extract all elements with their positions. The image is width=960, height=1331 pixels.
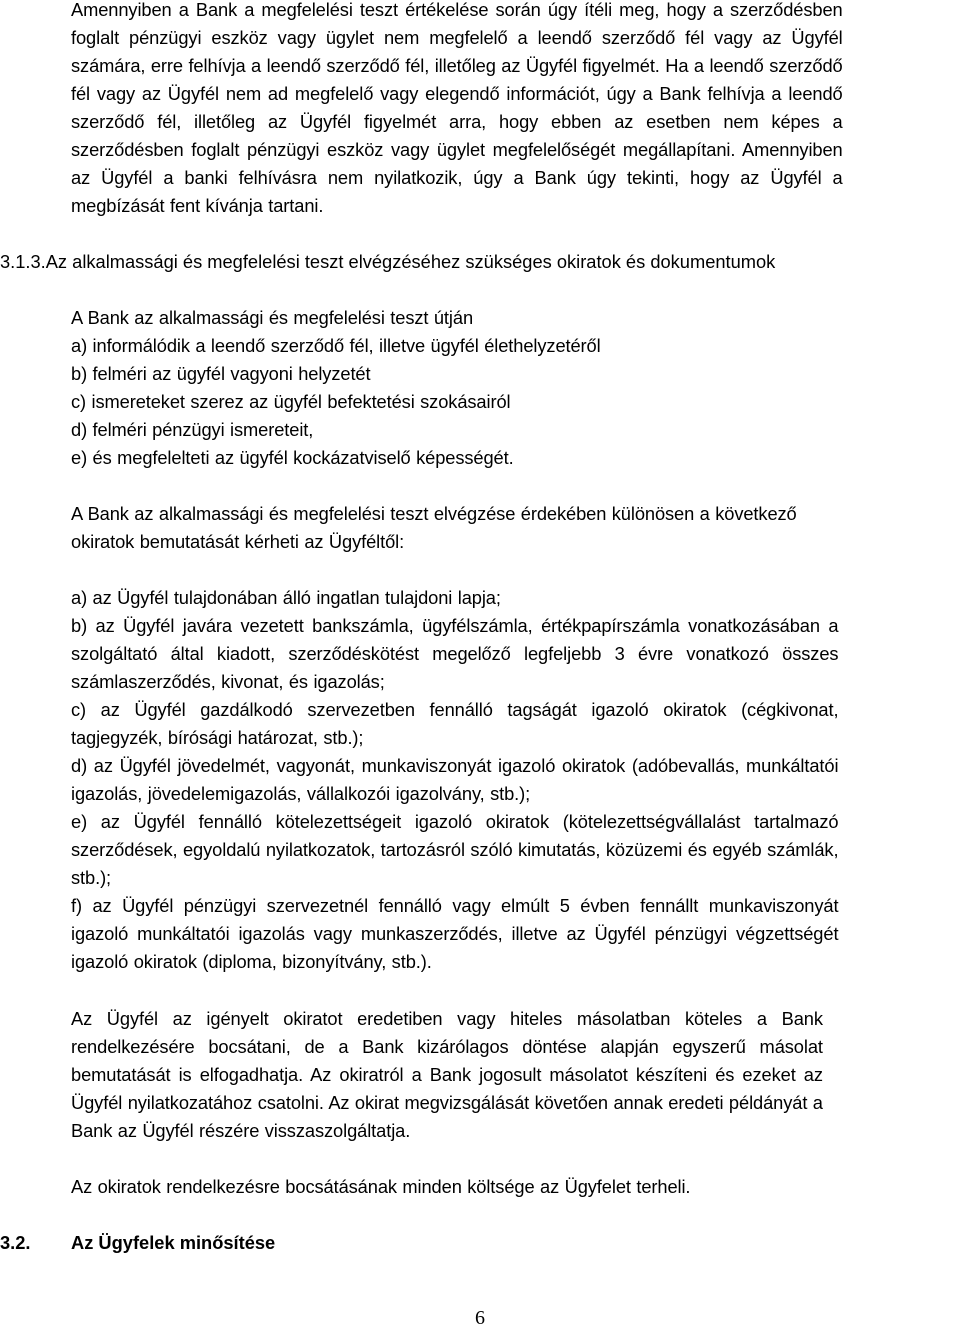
- text-line: bemutatását is elfogadhatja. Az okiratról a Bank jogosult másolatot készíteni és ezeket az: [71, 1064, 823, 1085]
- paragraph-costs: [71, 1173, 690, 1201]
- text-line: tagjegyzék, bírósági határozat, stb.);: [71, 727, 364, 748]
- section-heading-3-2: [0, 1229, 275, 1257]
- list-item: e) az Ügyfél fennálló kötelezettségeit igazoló okiratok (kötelezettségvállalást tartalmazó: [71, 811, 839, 832]
- text-line: Amennyiben a Bank a megfelelési teszt értékelése során úgy ítéli meg, hogy a szerződésben: [71, 0, 843, 20]
- text-line: A Bank az alkalmassági és megfelelési teszt útján: [71, 307, 474, 328]
- text-line: Az okiratok rendelkezésre bocsátásának minden költsége az Ügyfelet terheli.: [71, 1176, 691, 1197]
- list-item: d) felméri pénzügyi ismereteit,: [71, 419, 314, 440]
- text-line: A Bank az alkalmassági és megfelelési teszt elvégzése érdekében különösen a következő: [71, 503, 797, 524]
- text-line: foglalt pénzügyi eszköz vagy ügylet nem megfelelő a leendő szerződő fél vagy az Ügyfél: [71, 27, 843, 48]
- text-line: számlaszerződés, kivonat, és igazolás;: [71, 671, 385, 692]
- text-line: Az Ügyfél az igényelt okiratot eredetiben vagy hiteles másolatban köteles a Bank: [71, 1008, 823, 1029]
- text-line: Bank az Ügyfél részére visszaszolgáltatja.: [71, 1120, 411, 1141]
- text-line: szolgáltató által kiadott, szerződéskötést megelőző legfeljebb 3 évre vonatkozó összes: [71, 643, 839, 664]
- list-item: c) ismereteket szerez az ügyfél befektetési szokásairól: [71, 391, 511, 412]
- list-item: f) az Ügyfél pénzügyi szervezetnél fennálló vagy elmúlt 5 évben fennállt munkaviszonyát: [71, 895, 839, 916]
- section-heading-3-1-3: 3.1.3.Az alkalmassági és megfelelési teszt elvégzéséhez szükséges okiratok és dokumentumok: [0, 251, 776, 272]
- text-line: Ügyfél nyilatkozatához csatolni. Az okirat megvizsgálását követően annak eredeti példányát a: [71, 1092, 823, 1113]
- list-item: c) az Ügyfél gazdálkodó szervezetben fennálló tagságát igazoló okiratok (cégkivonat,: [71, 699, 839, 720]
- text-line: rendelkezésére bocsátani, de a Bank kizárólagos döntése alapján egyszerű másolat: [71, 1036, 823, 1057]
- text-line: igazoló munkáltatói igazolás vagy munkaszerződés, illetve az Ügyfél pénzügyi végzettségét: [71, 923, 839, 944]
- text-line: stb.);: [71, 867, 112, 888]
- list-item: a) informálódik a leendő szerződő fél, illetve ügyfél élethelyzetéről: [71, 335, 601, 356]
- paragraph-documents-intro: [71, 500, 797, 556]
- section-title: Az Ügyfelek minősítése: [71, 1232, 276, 1253]
- paragraph-document-submission: [71, 1005, 823, 1145]
- list-item: e) és megfelelteti az ügyfél kockázatviselő képességét.: [71, 447, 514, 468]
- list-item: a) az Ügyfél tulajdonában álló ingatlan tulajdoni lapja;: [71, 587, 501, 608]
- section-number: 3.2.: [0, 1232, 31, 1253]
- text-line: számára, erre felhívja a leendő szerződő fél, illetőleg az Ügyfél figyelmét. Ha a leendő szerződő: [71, 55, 843, 76]
- paragraph-documents-list: [71, 584, 838, 976]
- text-line: szerződések, egyoldalú nyilatkozatok, tartozásról szóló kimutatás, közüzemi és egyéb számlák,: [71, 839, 839, 860]
- list-item: d) az Ügyfél jövedelmét, vagyonát, munkaviszonyát igazoló okiratok (adóbevallás, munkáltatói: [71, 755, 839, 776]
- text-line: fél vagy az Ügyfél nem ad megfelelő vagy elegendő információt, úgy a Bank felhívja a leendő: [71, 83, 843, 104]
- text-line: szerződésben foglalt pénzügyi eszköz vagy ügylet megfelelőségét megállapítani. Amennyiben: [71, 139, 843, 160]
- text-line: igazoló okiratok (diploma, bizonyítvány, stb.).: [71, 951, 432, 972]
- text-line: szerződő fél, illetőleg az Ügyfél figyelmét arra, hogy ebben az esetben nem képes a: [71, 111, 843, 132]
- paragraph-test-purposes: [71, 304, 601, 472]
- page-number: 6: [475, 1307, 485, 1329]
- list-item: b) az Ügyfél javára vezetett bankszámla, ügyfélszámla, értékpapírszámla vonatkozásában a: [71, 615, 839, 636]
- text-line: igazolás, jövedelemigazolás, vállalkozói igazolvány, stb.);: [71, 783, 531, 804]
- paragraph-suitability-warning: [71, 0, 843, 220]
- list-item: b) felméri az ügyfél vagyoni helyzetét: [71, 363, 371, 384]
- text-line: az Ügyfél a banki felhívásra nem nyilatkozik, úgy a Bank úgy tekinti, hogy az Ügyfél a: [71, 167, 843, 188]
- text-line: okiratok bemutatását kérheti az Ügyféltől:: [71, 531, 405, 552]
- text-line: megbízását fent kívánja tartani.: [71, 195, 324, 216]
